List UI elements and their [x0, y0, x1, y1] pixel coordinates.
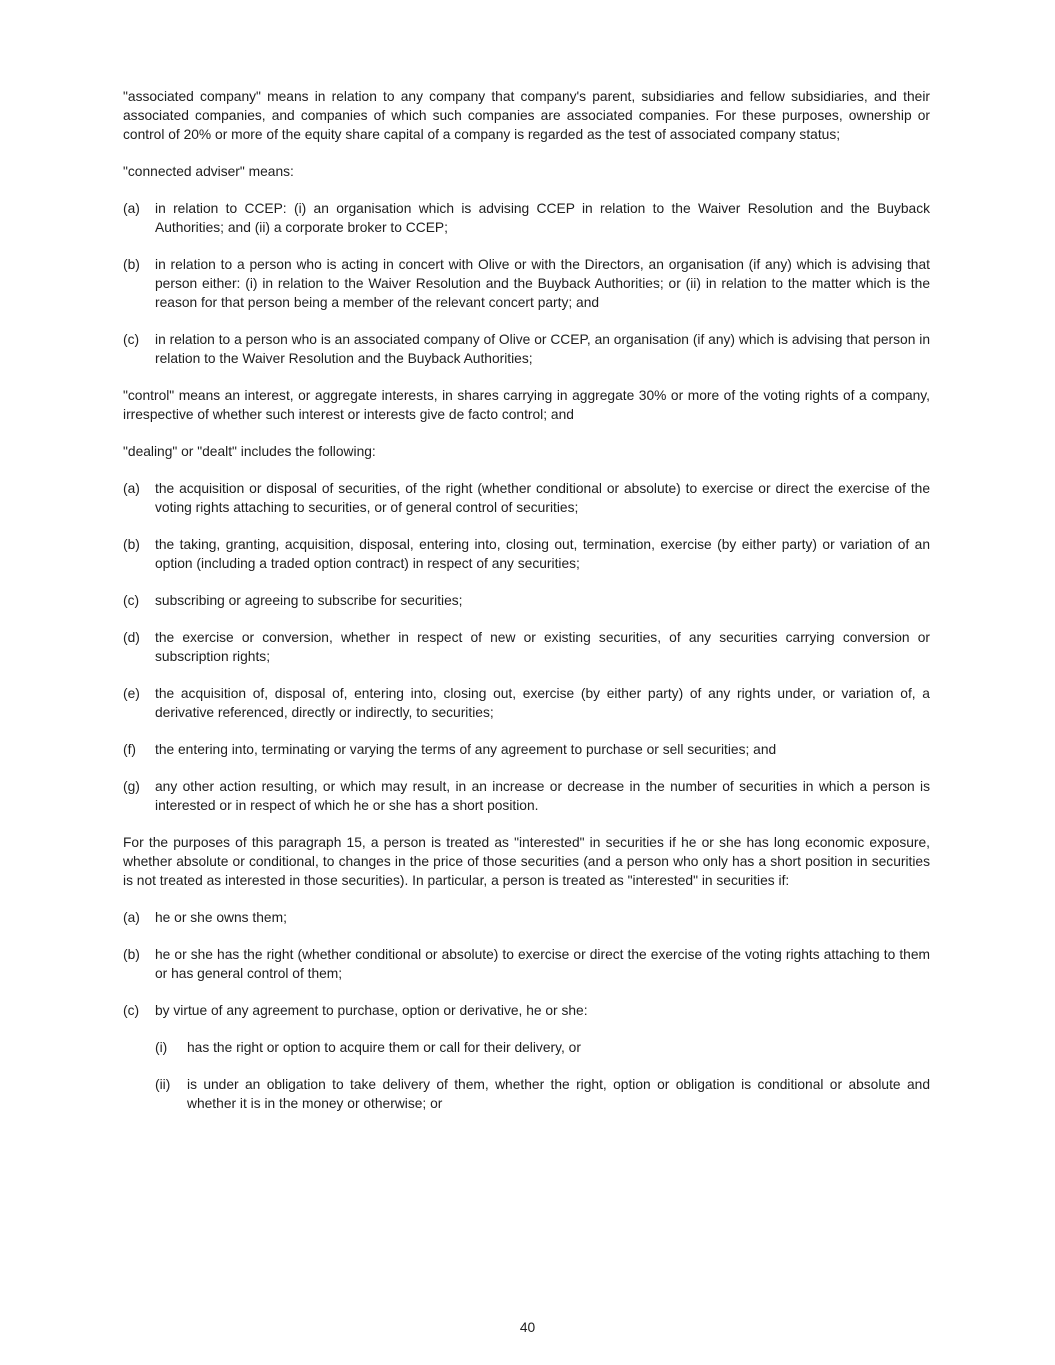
list-item-label: (d) [123, 630, 140, 645]
list-item-text: subscribing or agreeing to subscribe for securities; [155, 593, 463, 608]
list-item-label: (e) [123, 686, 140, 701]
list-item-label: (b) [123, 537, 140, 552]
list-item [123, 535, 930, 573]
sub-list-item-text: has the right or option to acquire them or call for their delivery, or [187, 1040, 581, 1055]
sub-list-item [123, 1075, 930, 1113]
page-number: 40 [519, 1320, 536, 1335]
list-item [123, 628, 930, 666]
paragraph-connected-adviser: "connected adviser" means: [123, 164, 294, 179]
list-item-text: he or she owns them; [155, 910, 287, 925]
list-item-text: he or she has the right (whether conditional or absolute) to exercise or direct the exercise of the voting rights attaching to them or has general control of them; [155, 947, 930, 981]
list-item [123, 199, 930, 237]
list-item [123, 740, 930, 759]
list-item-text: the taking, granting, acquisition, disposal, entering into, closing out, termination, exercise (by either party) or variation of an option (including a traded option contract) in respect of any securities; [155, 537, 930, 571]
paragraph-dealing: "dealing" or "dealt" includes the following: [123, 444, 376, 459]
list-item-label: (g) [123, 779, 140, 794]
list-item-label: (a) [123, 481, 140, 496]
list-item-label: (c) [123, 1003, 140, 1018]
list-item [123, 479, 930, 517]
list-item-label: (a) [123, 910, 140, 925]
list-item [123, 1001, 930, 1020]
list-item [123, 255, 930, 312]
list-item-text: the acquisition of, disposal of, entering into, closing out, exercise (by either party) of any rights under, or variation of, a derivative referenced, directly or indirectly, to securities; [155, 686, 930, 720]
sub-list-item-label: (i) [155, 1040, 168, 1055]
list-item [123, 330, 930, 368]
sub-list-item-label: (ii) [155, 1077, 171, 1092]
list-item-text: the acquisition or disposal of securities, of the right (whether conditional or absolute) to exercise or direct the exercise of the voting rights attaching to securities, or of general control of securities; [155, 481, 930, 515]
list-item [123, 945, 930, 983]
paragraph-associated-company: "associated company" means in relation to any company that company's parent, subsidiaries and fellow subsidiaries, and their associated companies, and companies of which such companies are associated companies. For these purposes, ownership or control of 20% or more of the equity share capital of a company is regarded as the test of associated company status; [123, 89, 930, 142]
list-item-text: the exercise or conversion, whether in respect of new or existing securities, of any securities carrying conversion or subscription rights; [155, 630, 930, 664]
list-item-text: by virtue of any agreement to purchase, option or derivative, he or she: [155, 1003, 588, 1018]
list-item-text: the entering into, terminating or varying the terms of any agreement to purchase or sell securities; and [155, 742, 777, 757]
list-item-label: (c) [123, 332, 140, 347]
list-item-text: any other action resulting, or which may result, in an increase or decrease in the number of securities in which a person is interested or in respect of which he or she has a short position. [155, 779, 930, 813]
paragraph-interested: For the purposes of this paragraph 15, a person is treated as "interested" in securities if he or she has long economic exposure, whether absolute or conditional, to changes in the price of those securities (and a person who only has a short position in securities is not treated as interested in those securities). In particular, a person is treated as "interested" in securities if: [123, 835, 930, 888]
list-item [123, 777, 930, 815]
list-item-label: (c) [123, 593, 140, 608]
list-item [123, 591, 930, 610]
list-item-text: in relation to a person who is an associated company of Olive or CCEP, an organisation (if any) which is advising that person in relation to the Waiver Resolution and the Buyback Authorities; [155, 332, 930, 366]
document-body [123, 87, 930, 1131]
list-item-label: (b) [123, 257, 140, 272]
list-item-text: in relation to a person who is acting in concert with Olive or with the Directors, an organisation (if any) which is advising that person either: (i) in relation to the Waiver Resolution and the Buyback Authorities; or (ii) in relation to the matter which is the reason for that person being a member of the relevant concert party; and [155, 257, 930, 310]
sub-list-item-text: is under an obligation to take delivery of them, whether the right, option or obligation is conditional or absolute and whether it is in the money or otherwise; or [187, 1077, 930, 1111]
list-item [123, 908, 930, 927]
paragraph-control: "control" means an interest, or aggregate interests, in shares carrying in aggregate 30% or more of the voting rights of a company, irrespective of whether such interest or interests give de facto control; and [123, 388, 930, 422]
list-item-text: in relation to CCEP: (i) an organisation which is advising CCEP in relation to the Waiver Resolution and the Buyback Authorities; and (ii) a corporate broker to CCEP; [155, 201, 930, 235]
list-item-label: (f) [123, 742, 137, 757]
list-item [123, 684, 930, 722]
sub-list-item [123, 1038, 930, 1057]
list-item-label: (b) [123, 947, 140, 962]
list-item-label: (a) [123, 201, 140, 216]
